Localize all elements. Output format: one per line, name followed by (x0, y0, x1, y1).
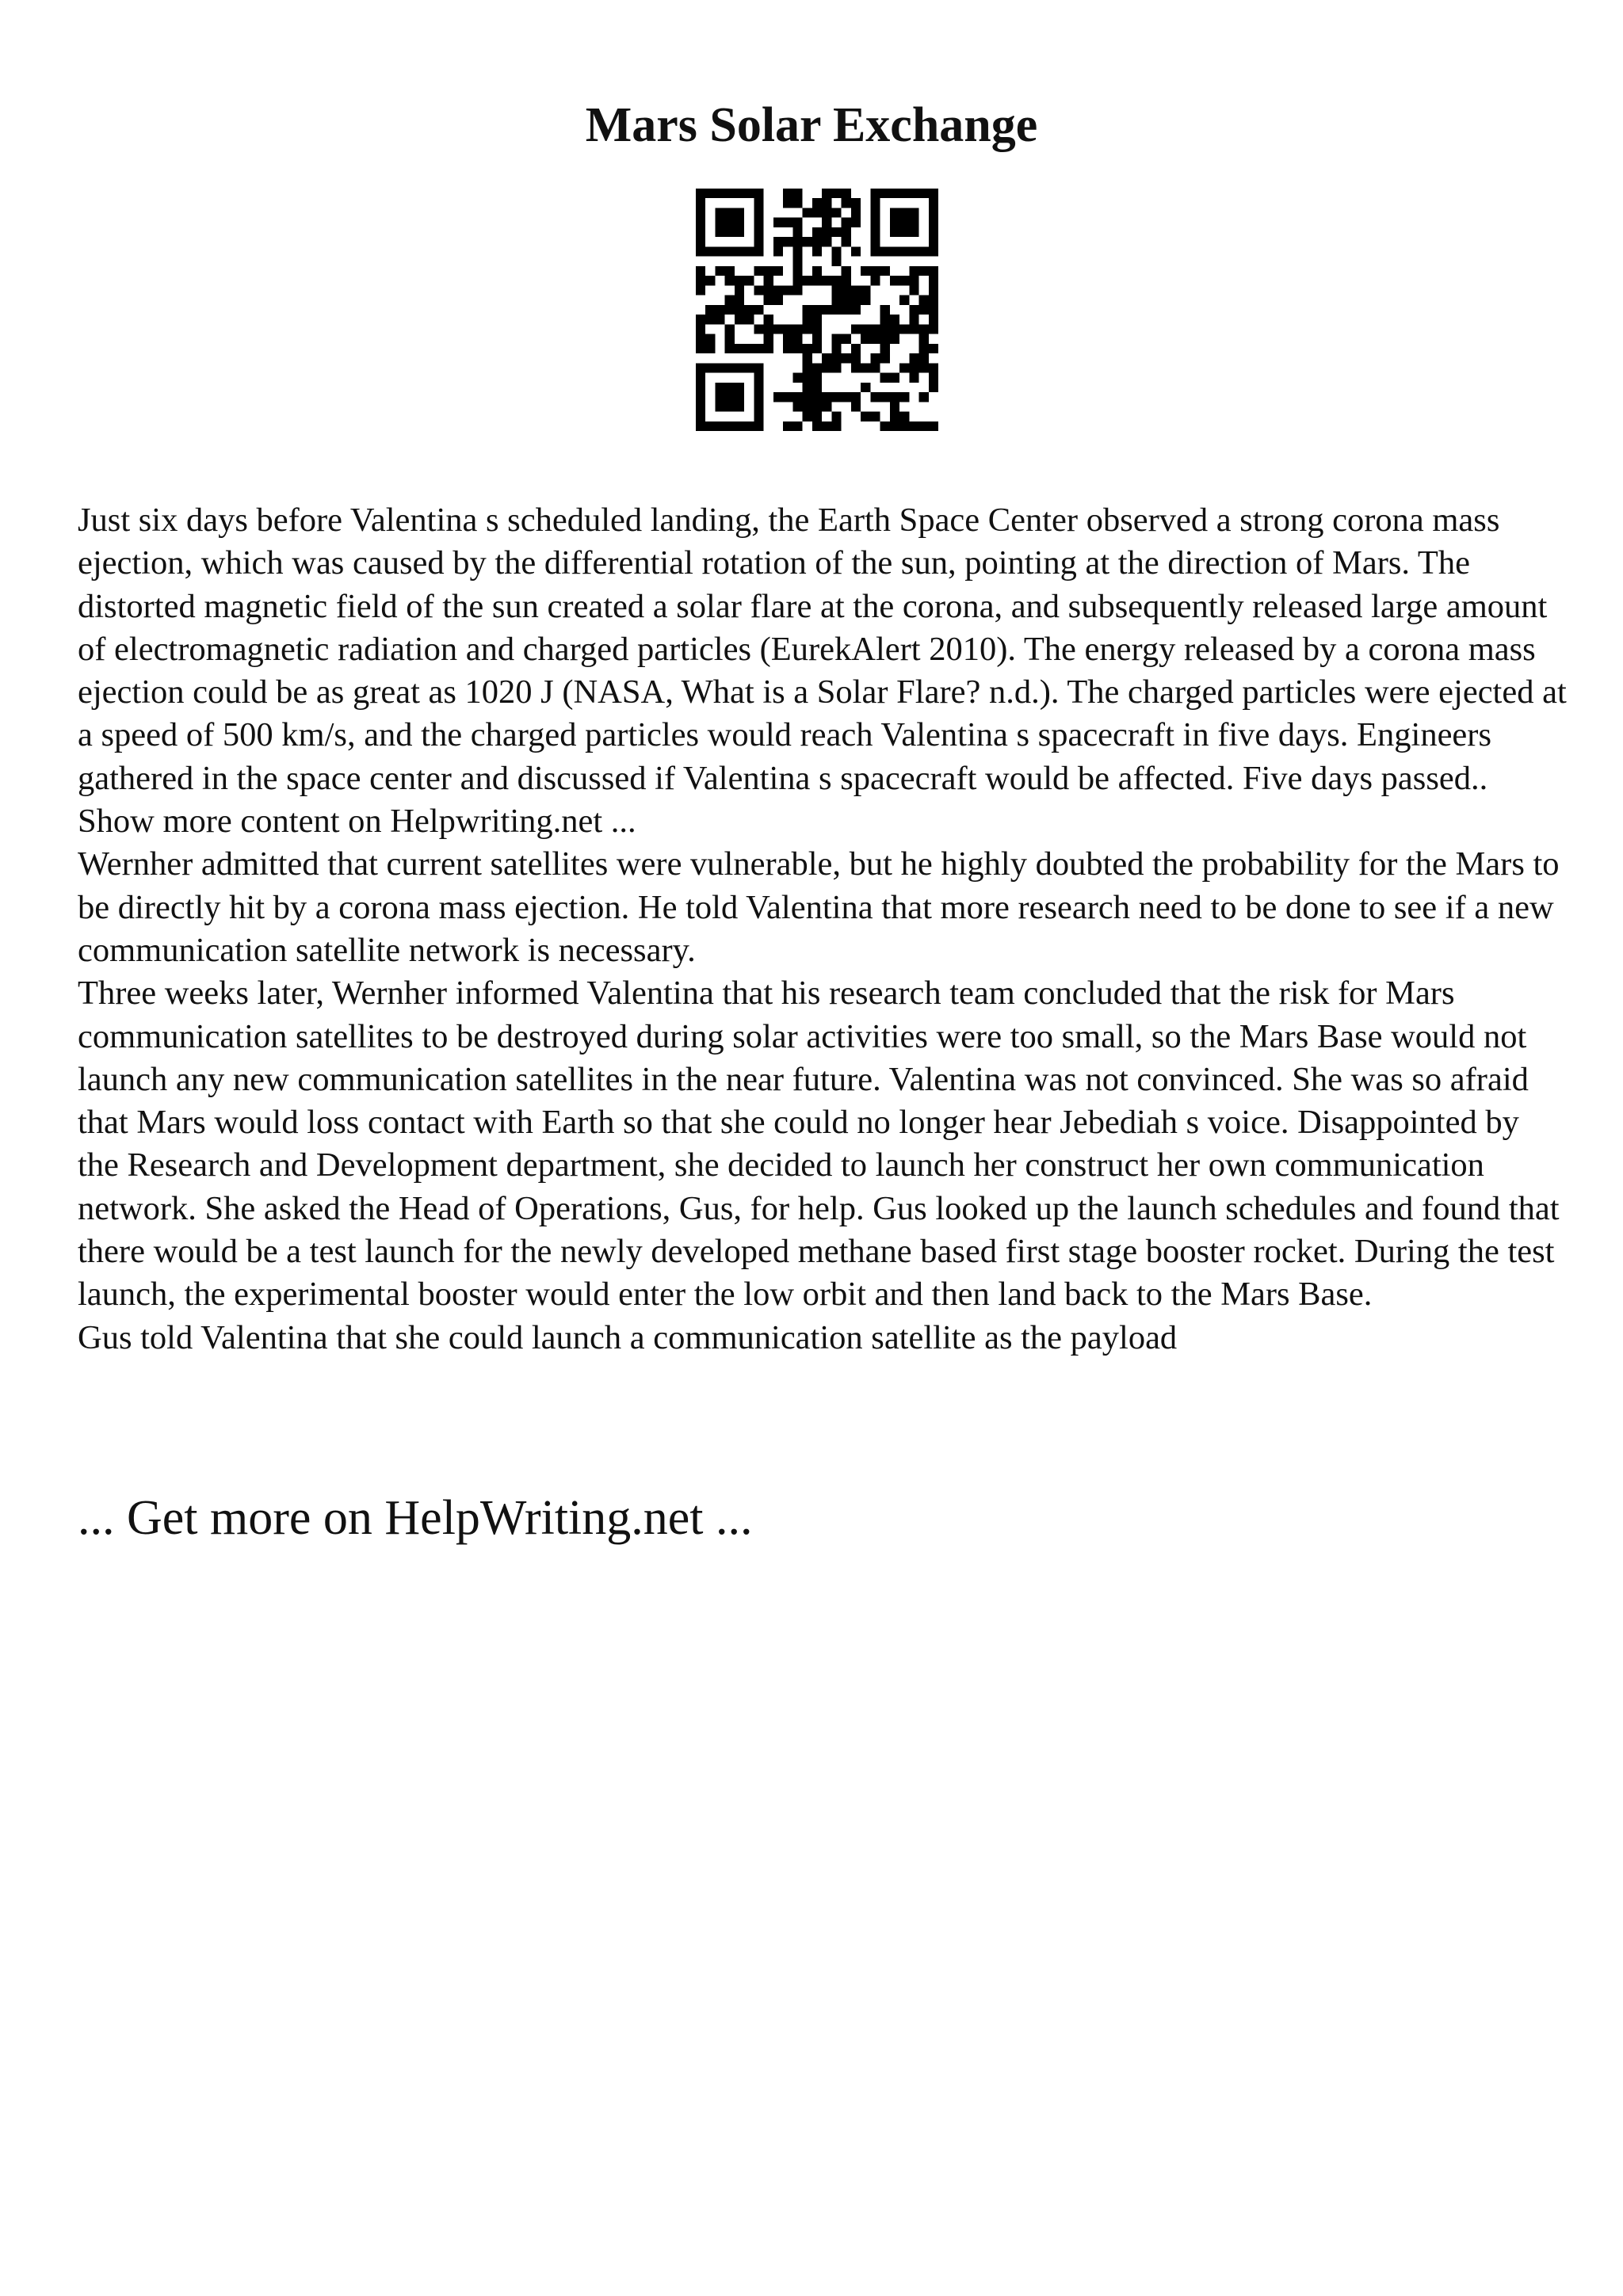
paragraph: Wernher admitted that current satellites were vulnerable, but he highly doubted the probability for the Mars to be directly hit by a corona mass ejection. He told Valentina that more research need to be done to see if a new communication satellite network is necessary. (78, 845, 1560, 969)
paragraph: Gus told Valentina that she could launch a communication satellite as the payload (78, 1318, 1178, 1356)
paragraph: Just six days before Valentina s scheduled landing, the Earth Space Center observed a strong corona mass ejection, which was caused by the differential rotation of the sun, pointing at the direction of Mars. The distorted magnetic field of the sun created a solar flare at the corona, and subsequently released large amount of electromagnetic radiation and charged particles (EurekAlert 2010). The energy released by a corona mass ejection could be as great as 1020 J (NASA, What is a Solar Flare? n.d.). The charged particles were ejected at a speed of 500 km/s, and the charged particles would reach Valentina s spacecraft in five days. Engineers gathered in the space center and discussed if Valentina s spacecraft would be affected. Five days passed.. Show more content on Helpwriting.net ... (78, 502, 1567, 841)
document-title: Mars Solar Exchange (585, 98, 1038, 152)
document-body (78, 499, 1568, 1360)
qr-code-icon (696, 189, 938, 431)
paragraph: Three weeks later, Wernher informed Valentina that his research team concluded that the risk for Mars communication satellites to be destroyed during solar activities were too small, so the Mars Base would not launch any new communication satellites in the near future. Valentina was not convinced. She was so afraid that Mars would loss contact with Earth so that she could no longer hear Jebediah s voice. Disappointed by the Research and Development department, she decided to launch her construct her own communication network. She asked the Head of Operations, Gus, for help. Gus looked up the launch schedules and found that there would be a test launch for the newly developed methane based first stage booster rocket. During the test launch, the experimental booster would enter the low orbit and then land back to the Mars Base. (78, 974, 1560, 1314)
get-more-link[interactable]: ... Get more on HelpWriting.net ... (78, 1491, 753, 1545)
